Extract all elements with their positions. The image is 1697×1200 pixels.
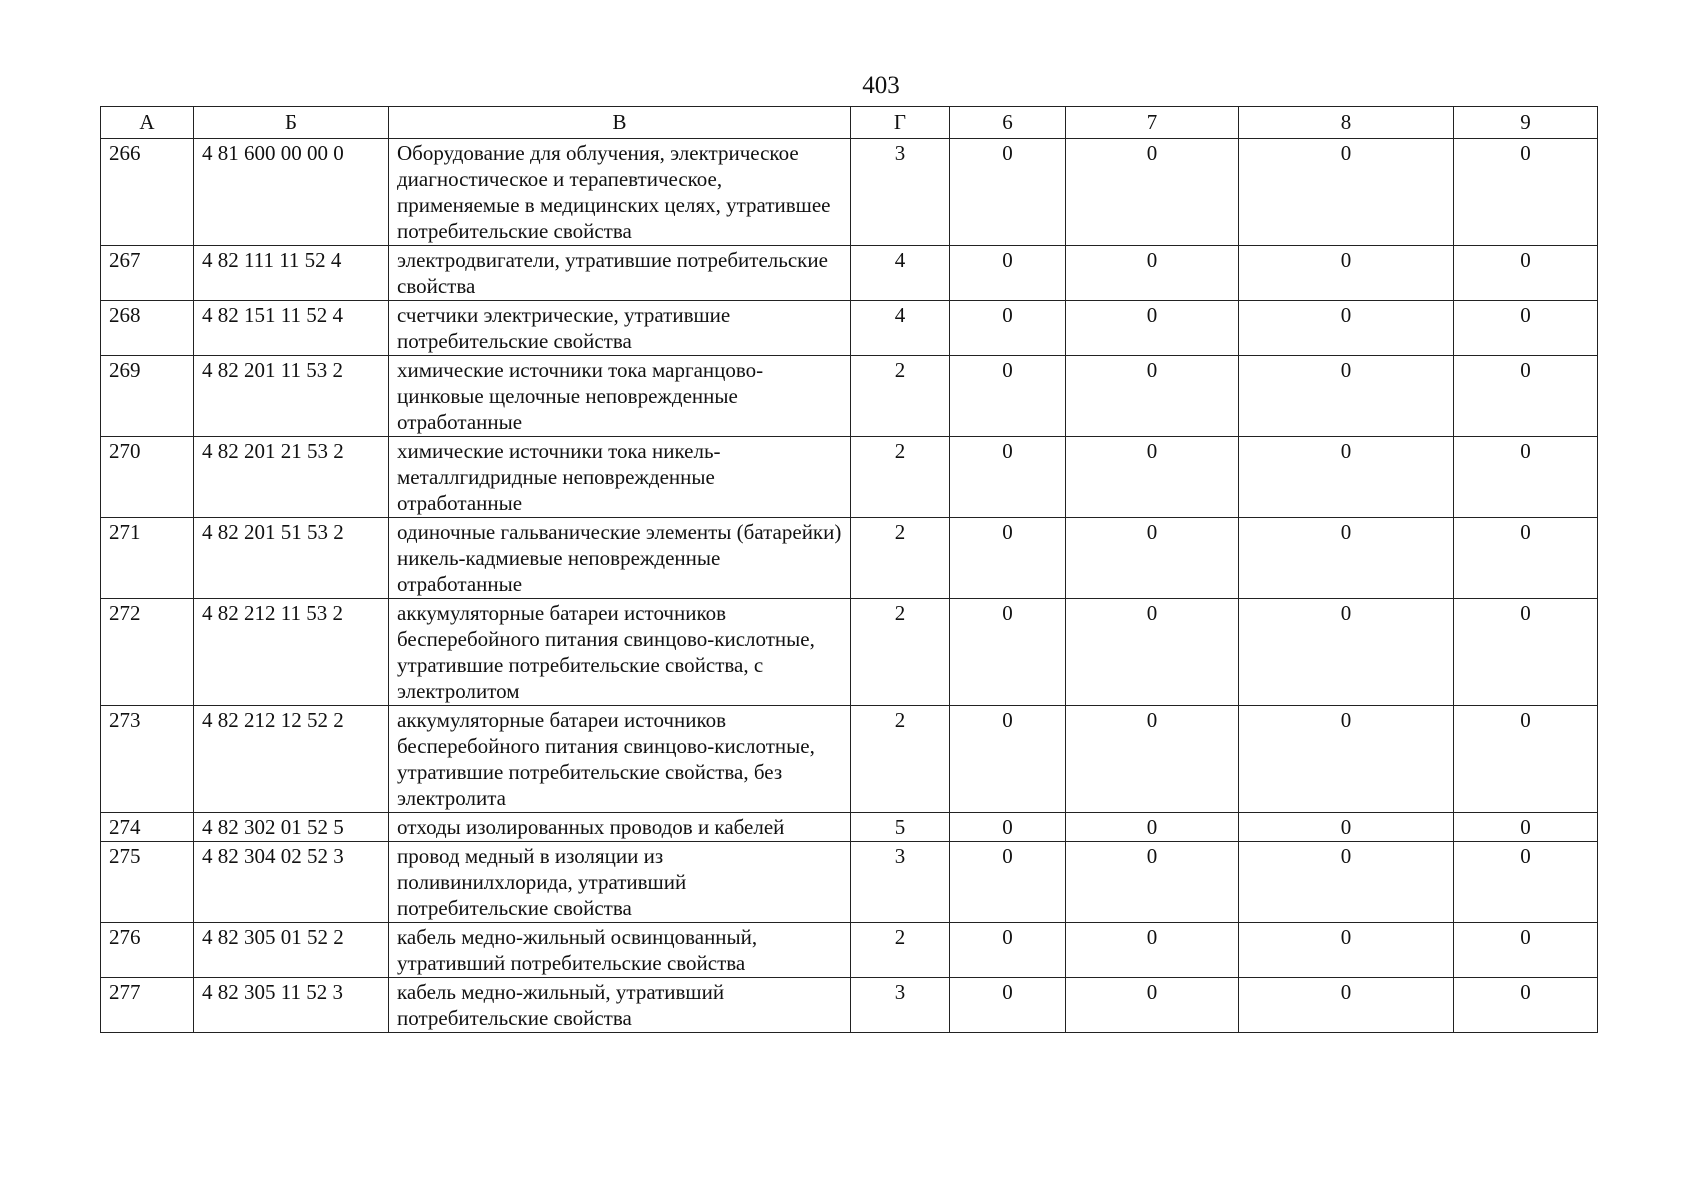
cell-col-7: 0 — [1066, 437, 1239, 518]
cell-number: 267 — [101, 246, 194, 301]
cell-name: кабель медно-жильный освинцованный, утративший потребительские свойства — [389, 923, 851, 978]
table-row — [101, 978, 1598, 1033]
table-row — [101, 706, 1598, 813]
cell-col-7: 0 — [1066, 246, 1239, 301]
cell-name: химические источники тока марганцово-цинковые щелочные неповрежденные отработанные — [389, 356, 851, 437]
cell-col-7: 0 — [1066, 356, 1239, 437]
cell-col-6: 0 — [950, 356, 1066, 437]
cell-number: 277 — [101, 978, 194, 1033]
cell-col-6: 0 — [950, 437, 1066, 518]
cell-col-9: 0 — [1454, 813, 1598, 842]
cell-col-9: 0 — [1454, 518, 1598, 599]
cell-col-6: 0 — [950, 813, 1066, 842]
cell-col-8: 0 — [1239, 139, 1454, 246]
cell-name: аккумуляторные батареи источников бесперебойного питания свинцово-кислотные, утратившие потребительские свойства, без электролита — [389, 706, 851, 813]
cell-name: аккумуляторные батареи источников бесперебойного питания свинцово-кислотные, утратившие потребительские свойства, с электролитом — [389, 599, 851, 706]
table-row — [101, 923, 1598, 978]
cell-code: 4 82 305 11 52 3 — [194, 978, 389, 1033]
header-col-7: 7 — [1066, 107, 1239, 139]
cell-code: 4 82 151 11 52 4 — [194, 301, 389, 356]
cell-col-9: 0 — [1454, 437, 1598, 518]
cell-hazard-class: 4 — [851, 246, 950, 301]
cell-col-9: 0 — [1454, 842, 1598, 923]
cell-number: 269 — [101, 356, 194, 437]
table-row — [101, 139, 1598, 246]
cell-col-8: 0 — [1239, 706, 1454, 813]
cell-number: 272 — [101, 599, 194, 706]
cell-code: 4 82 212 12 52 2 — [194, 706, 389, 813]
cell-hazard-class: 3 — [851, 842, 950, 923]
cell-hazard-class: 2 — [851, 706, 950, 813]
cell-col-7: 0 — [1066, 842, 1239, 923]
cell-col-8: 0 — [1239, 923, 1454, 978]
cell-col-7: 0 — [1066, 518, 1239, 599]
cell-code: 4 82 304 02 52 3 — [194, 842, 389, 923]
cell-name: отходы изолированных проводов и кабелей — [389, 813, 851, 842]
table-row — [101, 518, 1598, 599]
table-row — [101, 356, 1598, 437]
cell-col-8: 0 — [1239, 599, 1454, 706]
cell-name: провод медный в изоляции из поливинилхлорида, утративший потребительские свойства — [389, 842, 851, 923]
cell-col-8: 0 — [1239, 518, 1454, 599]
cell-hazard-class: 2 — [851, 437, 950, 518]
table-row — [101, 301, 1598, 356]
cell-number: 271 — [101, 518, 194, 599]
cell-col-9: 0 — [1454, 139, 1598, 246]
cell-col-6: 0 — [950, 246, 1066, 301]
cell-hazard-class: 3 — [851, 978, 950, 1033]
cell-name: химические источники тока никель-металлгидридные неповрежденные отработанные — [389, 437, 851, 518]
cell-col-9: 0 — [1454, 923, 1598, 978]
cell-col-7: 0 — [1066, 923, 1239, 978]
cell-col-9: 0 — [1454, 356, 1598, 437]
cell-col-9: 0 — [1454, 301, 1598, 356]
header-row — [101, 107, 1598, 139]
cell-col-8: 0 — [1239, 842, 1454, 923]
cell-number: 274 — [101, 813, 194, 842]
cell-number: 270 — [101, 437, 194, 518]
cell-name: счетчики электрические, утратившие потребительские свойства — [389, 301, 851, 356]
cell-name: электродвигатели, утратившие потребительские свойства — [389, 246, 851, 301]
cell-col-8: 0 — [1239, 437, 1454, 518]
page-number: 403 — [862, 72, 900, 99]
cell-col-6: 0 — [950, 706, 1066, 813]
table-row — [101, 246, 1598, 301]
cell-col-7: 0 — [1066, 599, 1239, 706]
cell-number: 276 — [101, 923, 194, 978]
waste-classification-table — [100, 106, 1598, 1033]
cell-code: 4 82 201 11 53 2 — [194, 356, 389, 437]
cell-col-6: 0 — [950, 978, 1066, 1033]
header-col-v: В — [389, 107, 851, 139]
cell-col-6: 0 — [950, 518, 1066, 599]
header-col-a: А — [101, 107, 194, 139]
cell-hazard-class: 2 — [851, 923, 950, 978]
table-row — [101, 599, 1598, 706]
cell-col-8: 0 — [1239, 813, 1454, 842]
header-col-8: 8 — [1239, 107, 1454, 139]
cell-hazard-class: 4 — [851, 301, 950, 356]
cell-col-9: 0 — [1454, 599, 1598, 706]
cell-hazard-class: 3 — [851, 139, 950, 246]
cell-hazard-class: 2 — [851, 356, 950, 437]
table-row — [101, 437, 1598, 518]
cell-col-8: 0 — [1239, 246, 1454, 301]
cell-hazard-class: 5 — [851, 813, 950, 842]
cell-col-7: 0 — [1066, 706, 1239, 813]
cell-col-7: 0 — [1066, 978, 1239, 1033]
cell-number: 268 — [101, 301, 194, 356]
cell-col-9: 0 — [1454, 246, 1598, 301]
cell-col-7: 0 — [1066, 139, 1239, 246]
cell-code: 4 82 305 01 52 2 — [194, 923, 389, 978]
cell-col-6: 0 — [950, 139, 1066, 246]
cell-name: одиночные гальванические элементы (батарейки) никель-кадмиевые неповрежденные отработанные — [389, 518, 851, 599]
cell-code: 4 82 201 21 53 2 — [194, 437, 389, 518]
cell-number: 275 — [101, 842, 194, 923]
cell-col-7: 0 — [1066, 813, 1239, 842]
cell-name: кабель медно-жильный, утративший потребительские свойства — [389, 978, 851, 1033]
cell-code: 4 82 111 11 52 4 — [194, 246, 389, 301]
header-col-b: Б — [194, 107, 389, 139]
cell-col-8: 0 — [1239, 301, 1454, 356]
cell-col-6: 0 — [950, 599, 1066, 706]
header-col-6: 6 — [950, 107, 1066, 139]
cell-col-8: 0 — [1239, 978, 1454, 1033]
cell-col-6: 0 — [950, 842, 1066, 923]
cell-name: Оборудование для облучения, электрическое диагностическое и терапевтическое, применяемые в медицинских целях, утратившее потребительские свойства — [389, 139, 851, 246]
cell-hazard-class: 2 — [851, 599, 950, 706]
cell-col-8: 0 — [1239, 356, 1454, 437]
cell-col-7: 0 — [1066, 301, 1239, 356]
cell-hazard-class: 2 — [851, 518, 950, 599]
cell-col-9: 0 — [1454, 978, 1598, 1033]
cell-code: 4 82 212 11 53 2 — [194, 599, 389, 706]
cell-code: 4 82 302 01 52 5 — [194, 813, 389, 842]
table-row — [101, 842, 1598, 923]
header-col-g: Г — [851, 107, 950, 139]
cell-col-6: 0 — [950, 923, 1066, 978]
cell-number: 273 — [101, 706, 194, 813]
cell-col-9: 0 — [1454, 706, 1598, 813]
cell-code: 4 82 201 51 53 2 — [194, 518, 389, 599]
cell-col-6: 0 — [950, 301, 1066, 356]
cell-code: 4 81 600 00 00 0 — [194, 139, 389, 246]
cell-number: 266 — [101, 139, 194, 246]
table-row — [101, 813, 1598, 842]
header-col-9: 9 — [1454, 107, 1598, 139]
